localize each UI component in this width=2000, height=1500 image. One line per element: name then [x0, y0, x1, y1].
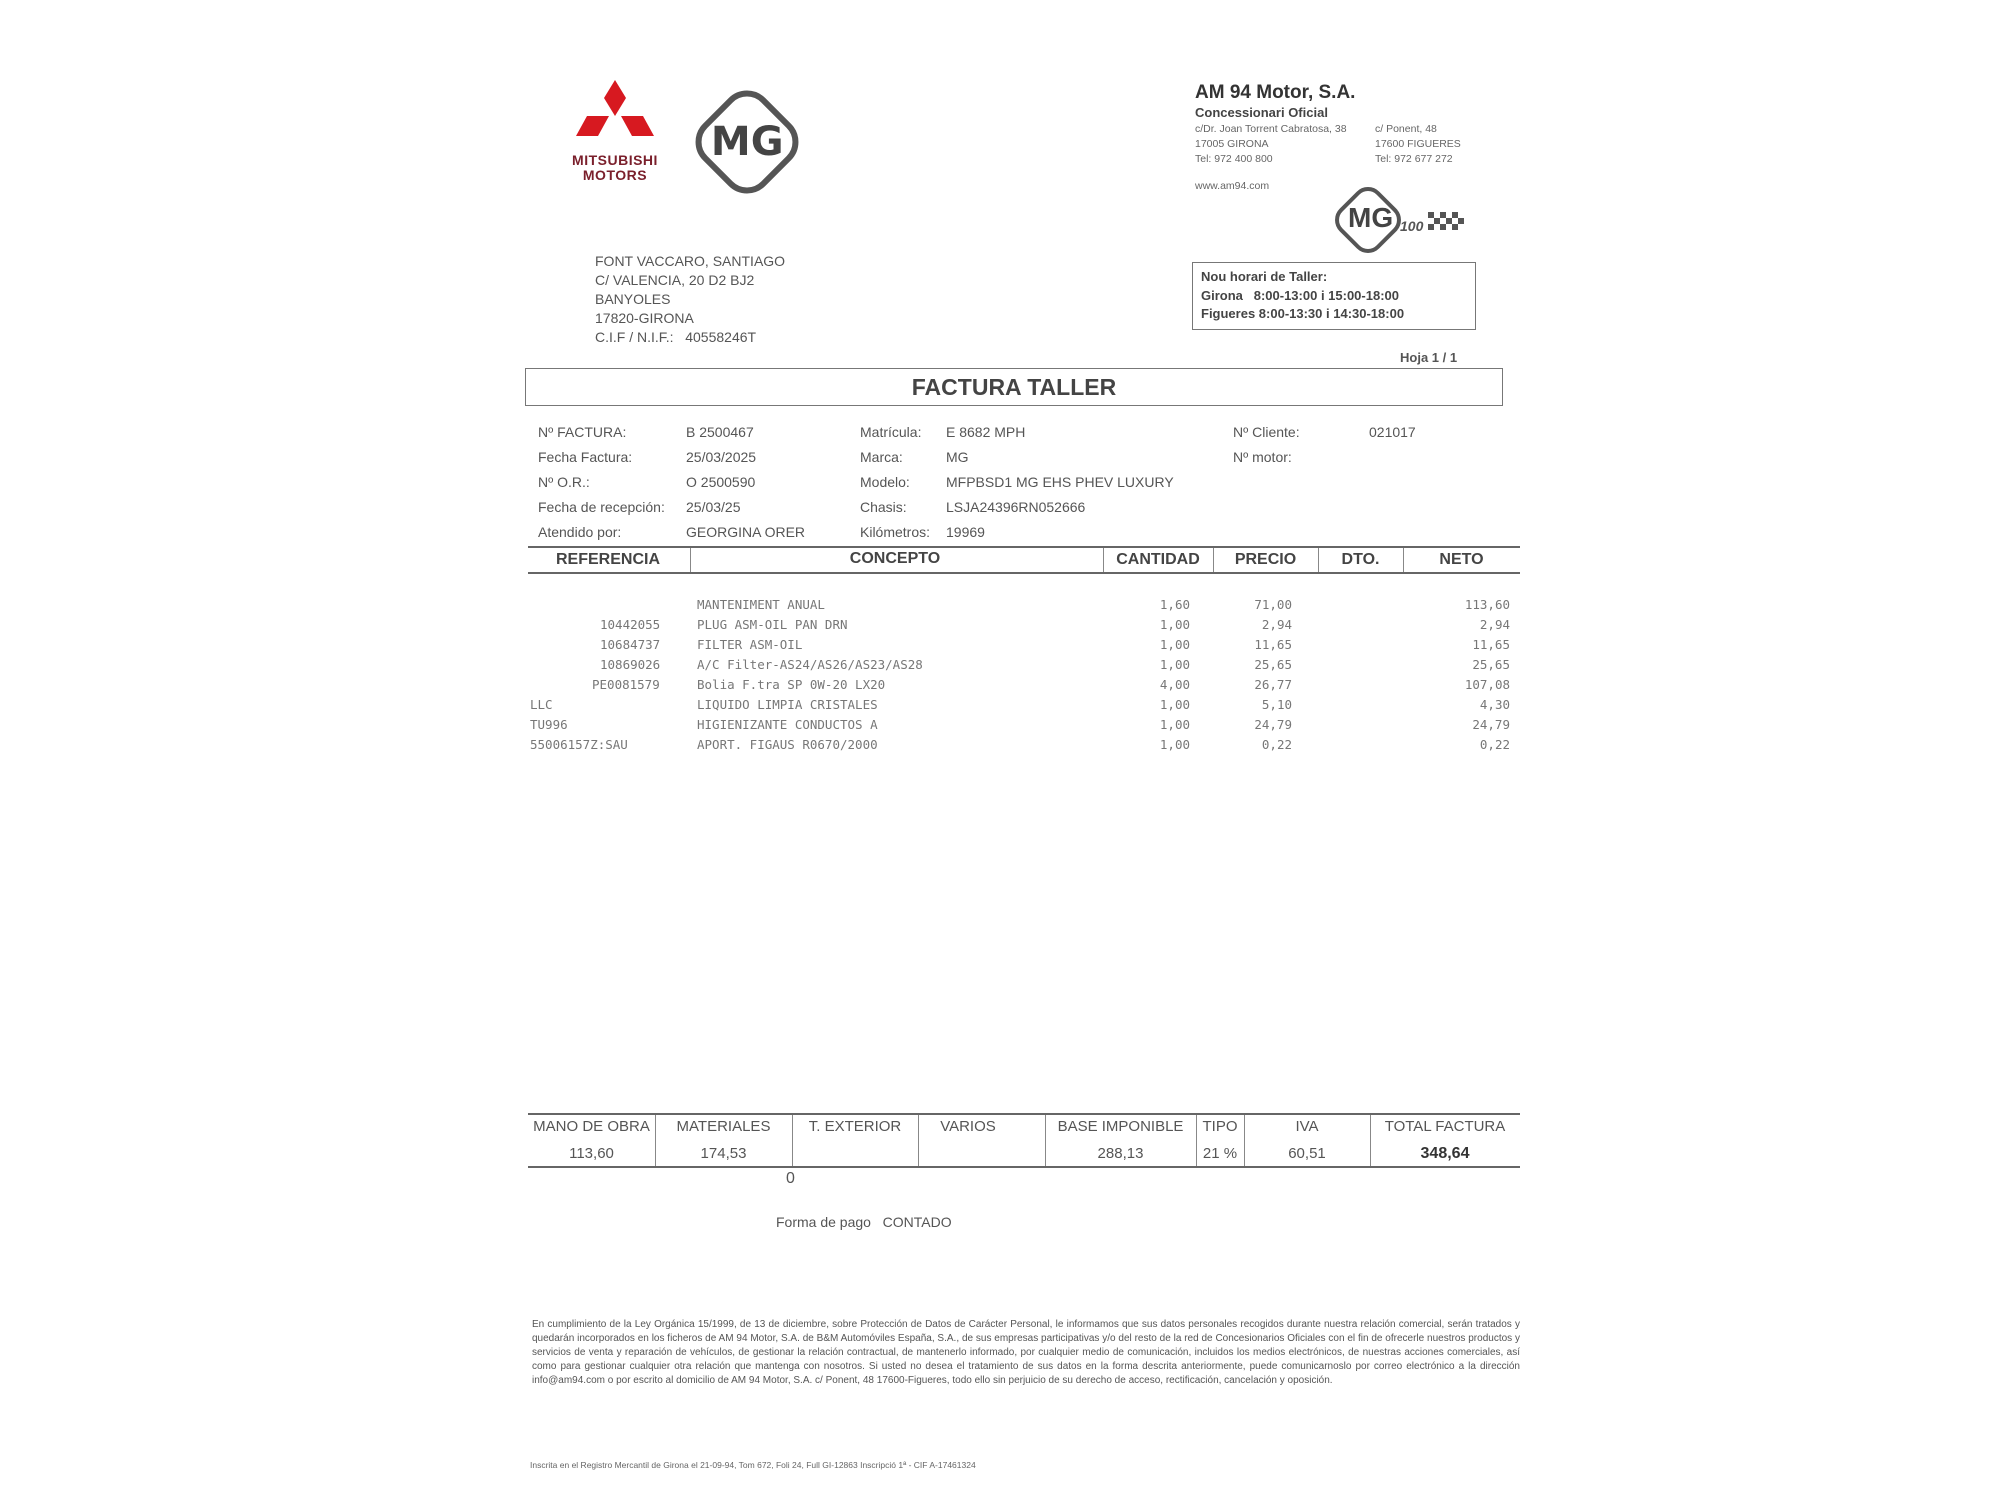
workshop-schedule-box: [1192, 262, 1476, 330]
info-row: Nº motor:: [1233, 449, 1292, 465]
legal-notice: En cumplimiento de la Ley Orgánica 15/1999, de 13 de diciembre, sobre Protección de Datos de Carácter Personal, le informamos que sus datos personales recogidos durante nuestra relación comercial, serán tratados y quedarán incorporados en los ficheros de AM 94 Motor, S.A. de B&M Automóviles España, S.A., de sus empresas participativas y/o del resto de la red de Concesionarios Oficiales con el fin de ofrecerle nuestros productos y servicios de venta y reparación de vehículos, de gestionar la relación contractual, de mantenerlo informado, por cualquier medio de comunicación, incluidos los medios electrónicos, de nuestras acciones comerciales, así como para gestionar cualquier otra relación que mantenga con nosotros. Si usted no desea el tratamiento de sus datos en la forma descrita anteriormente, puede comunicarnoslo por correo electrónico a la dirección info@am94.com o por escrito al domicilio de AM 94 Motor, S.A. c/ Ponent, 48 17600-Figueres, todo ello sin perjuicio de su derecho de acceso, rectificación, cancelación y oposición.: [532, 1319, 1520, 1386]
invoice-info-col1: [538, 420, 805, 545]
row-price: 0,22: [1261, 737, 1292, 752]
totals-header-vat: IVA: [1295, 1118, 1319, 1135]
row-concept: Bolia F.tra SP 0W-20 LX20: [697, 677, 886, 692]
document-title: FACTURA TALLER: [911, 373, 1117, 400]
row-net: 11,65: [1472, 637, 1510, 652]
mg100-text: MG: [1348, 202, 1394, 233]
col-header-quantity: CANTIDAD: [1116, 551, 1200, 568]
row-qty: 1,60: [1159, 597, 1190, 612]
payment-method: [776, 1214, 952, 1230]
row-net: 113,60: [1464, 597, 1510, 612]
row-price: 11,65: [1254, 637, 1292, 652]
payment-label: Forma de pago: [776, 1214, 871, 1230]
row-qty: 1,00: [1159, 637, 1190, 652]
row-net: 2,94: [1479, 617, 1510, 632]
items-table-header: [528, 546, 1520, 574]
mg-logo: [695, 90, 795, 190]
totals-header-external: T. EXTERIOR: [808, 1118, 902, 1135]
customer-street: C/ VALENCIA, 20 D2 BJ2: [595, 272, 755, 288]
col-header-net: NETO: [1439, 551, 1484, 568]
invoice-info-col3: [1233, 420, 1416, 470]
row-concept: A/C Filter-AS24/AS26/AS23/AS28: [697, 657, 923, 672]
table-row: [530, 597, 1510, 617]
table-row: [530, 697, 1510, 717]
schedule-title: Nou horari de Taller:: [1201, 269, 1328, 284]
schedule-figueres: Figueres 8:00-13:30 i 14:30-18:00: [1201, 306, 1405, 321]
row-concept: APORT. FIGAUS R0670/2000: [697, 737, 878, 752]
table-row: [530, 737, 1510, 757]
customer-postal: 17820-GIRONA: [595, 310, 694, 326]
totals-header-total: TOTAL FACTURA: [1384, 1118, 1506, 1135]
mg100-suffix: 100: [1400, 218, 1424, 234]
dealer-name: AM 94 Motor, S.A.: [1195, 82, 1356, 103]
row-price: 25,65: [1254, 657, 1292, 672]
dealer-address-figueres: c/ Ponent, 48 17600 FIGUERES Tel: 972 677 272: [1375, 123, 1461, 165]
info-row: Fecha Factura: 25/03/2025: [538, 449, 757, 465]
row-qty: 1,00: [1159, 697, 1190, 712]
customer-name: FONT VACCARO, SANTIAGO: [595, 253, 786, 269]
payment-value: CONTADO: [882, 1214, 952, 1230]
totals-extra-mark: 0: [786, 1170, 795, 1187]
info-row: Nº O.R.: O 2500590: [538, 474, 756, 490]
info-row: Matrícula: E 8682 MPH: [860, 424, 1026, 440]
col-header-reference: REFERENCIA: [555, 551, 660, 568]
invoice-info-col2: [860, 420, 1174, 545]
table-row: [530, 637, 1510, 657]
row-ref: 10684737: [600, 637, 661, 652]
col-header-price: PRECIO: [1234, 551, 1297, 568]
title-bar: [525, 368, 1503, 406]
row-net: 25,65: [1472, 657, 1510, 672]
table-row: [530, 657, 1510, 677]
row-qty: 1,00: [1159, 657, 1190, 672]
mg100-logo: [1340, 188, 1480, 258]
row-price: 2,94: [1261, 617, 1292, 632]
totals-header-materials: MATERIALES: [676, 1118, 771, 1135]
row-qty: 1,00: [1159, 737, 1190, 752]
row-concept: LIQUIDO LIMPIA CRISTALES: [697, 697, 878, 712]
row-concept: HIGIENIZANTE CONDUCTOS A: [697, 717, 878, 732]
row-qty: 1,00: [1159, 617, 1190, 632]
totals-value-tax-base: 288,13: [1097, 1145, 1144, 1162]
totals-header-misc: VARIOS: [940, 1118, 996, 1135]
customer-city: BANYOLES: [595, 291, 671, 307]
info-row: Modelo: MFPBSD1 MG EHS PHEV LUXURY: [860, 474, 1174, 490]
info-row: Nº FACTURA: B 2500467: [538, 424, 754, 440]
row-concept: FILTER ASM-OIL: [697, 637, 803, 652]
info-row: Chasis: LSJA24396RN052666: [860, 499, 1086, 515]
row-qty: 4,00: [1159, 677, 1190, 692]
totals-header-tax-base: BASE IMPONIBLE: [1057, 1118, 1184, 1135]
row-ref: PE0081579: [592, 677, 660, 692]
mitsubishi-diamonds-icon: [560, 78, 670, 148]
totals-value-rate: 21 %: [1202, 1145, 1238, 1162]
mg-logo-text: MG: [710, 118, 784, 165]
row-ref: 55006157Z:SAU: [530, 737, 628, 752]
row-price: 24,79: [1254, 717, 1292, 732]
page-number: Hoja 1 / 1: [1400, 350, 1458, 365]
row-concept: MANTENIMENT ANUAL: [697, 597, 825, 612]
row-qty: 1,00: [1159, 717, 1190, 732]
customer-nif: C.I.F / N.I.F.: 40558246T: [595, 329, 757, 345]
mitsubishi-text-line1: MITSUBISHI: [572, 152, 658, 168]
info-row: Marca: MG: [860, 449, 969, 465]
col-header-concept: CONCEPTO: [849, 550, 941, 567]
checkered-flag-icon: [1428, 212, 1472, 236]
info-row: Kilómetros: 19969: [860, 524, 985, 540]
info-row: Atendido por: GEORGINA ORER: [538, 524, 806, 540]
row-net: 4,30: [1479, 697, 1510, 712]
row-price: 26,77: [1254, 677, 1292, 692]
dealer-address-girona: c/Dr. Joan Torrent Cabratosa, 38 17005 GIRONA Tel: 972 400 800: [1195, 123, 1347, 165]
row-ref: LLC: [530, 697, 553, 712]
row-net: 24,79: [1472, 717, 1510, 732]
row-ref: TU996: [530, 717, 568, 732]
totals-header-rate: TIPO: [1202, 1118, 1238, 1135]
schedule-girona: Girona 8:00-13:00 i 15:00-18:00: [1201, 288, 1399, 303]
mitsubishi-logo: [560, 78, 670, 188]
totals-value-total: 348,64: [1420, 1145, 1470, 1162]
dealer-subtitle: Concessionari Oficial: [1195, 105, 1328, 120]
mitsubishi-text-line2: MOTORS: [582, 167, 648, 183]
info-row: Fecha de recepción: 25/03/25: [538, 499, 741, 515]
table-row: [530, 717, 1510, 737]
row-ref: 10869026: [600, 657, 661, 672]
table-row: [530, 617, 1510, 637]
totals-value-materials: 174,53: [700, 1145, 747, 1162]
dealer-website: www.am94.com: [1195, 180, 1270, 192]
row-price: 71,00: [1254, 597, 1292, 612]
col-header-discount: DTO.: [1341, 551, 1380, 568]
row-net: 0,22: [1479, 737, 1510, 752]
totals-value-labor: 113,60: [569, 1145, 614, 1162]
table-row: [530, 677, 1510, 697]
row-ref: 10442055: [600, 617, 661, 632]
registry-info: Inscrita en el Registro Mercantil de Girona el 21-09-94, Tom 672, Foli 24, Full GI-12863 Inscripció 1ª - CIF A-17461324: [530, 1460, 976, 1470]
customer-block: [595, 252, 785, 347]
row-net: 107,08: [1464, 677, 1510, 692]
info-row: Nº Cliente: 021017: [1233, 424, 1416, 440]
row-price: 5,10: [1261, 697, 1292, 712]
totals-value-vat: 60,51: [1288, 1145, 1326, 1162]
row-concept: PLUG ASM-OIL PAN DRN: [697, 617, 848, 632]
totals-header-labor: MANO DE OBRA: [533, 1118, 650, 1135]
